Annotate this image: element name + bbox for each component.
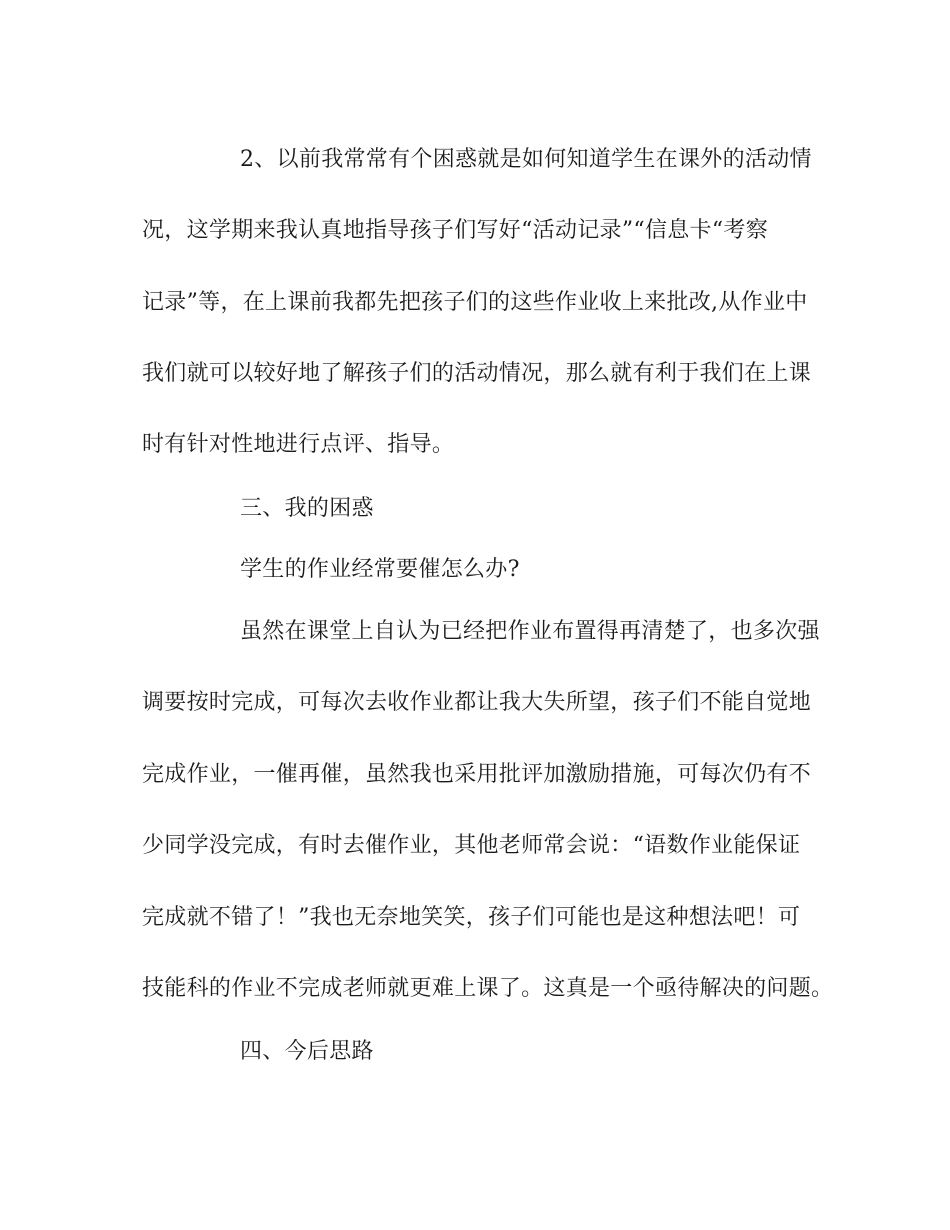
paragraph-line: 2、以前我常常有个困惑就是如何知道学生在课外的活动情 [240, 147, 812, 172]
paragraph-line: 虽然在课堂上自认为已经把作业布置得再清楚了，也多次强 [240, 619, 820, 644]
paragraph-line: 我们就可以较好地了解孩子们的活动情况，那么就有利于我们在上课 [142, 361, 812, 386]
paragraph-line: 时有针对性地进行点评、指导。 [142, 432, 455, 457]
paragraph-line: 完成就不错了！”我也无奈地笑笑，孩子们可能也是这种想法吧！可 [142, 905, 801, 930]
section-heading: 三、我的困惑 [240, 496, 374, 521]
section-heading: 四、今后思路 [240, 1039, 374, 1064]
paragraph-line: 况，这学期来我认真地指导孩子们写好“活动记录”“信息卡“考察 [142, 218, 768, 243]
paragraph-line: 少同学没完成，有时去催作业，其他老师常会说：“语数作业能保证 [142, 833, 801, 858]
paragraph-line: 调要按时完成，可每次去收作业都让我大失所望，孩子们不能自觉地 [142, 690, 812, 715]
paragraph-line: 完成作业，一催再催，虽然我也采用批评加激励措施，可每次仍有不 [142, 762, 812, 787]
paragraph-line: 技能科的作业不完成老师就更难上课了。这真是一个亟待解决的问题。 [142, 976, 834, 1001]
paragraph-line: 记录”等，在上课前我都先把孩子们的这些作业收上来批改,从作业中 [142, 290, 808, 315]
question-line: 学生的作业经常要催怎么办? [240, 557, 520, 582]
